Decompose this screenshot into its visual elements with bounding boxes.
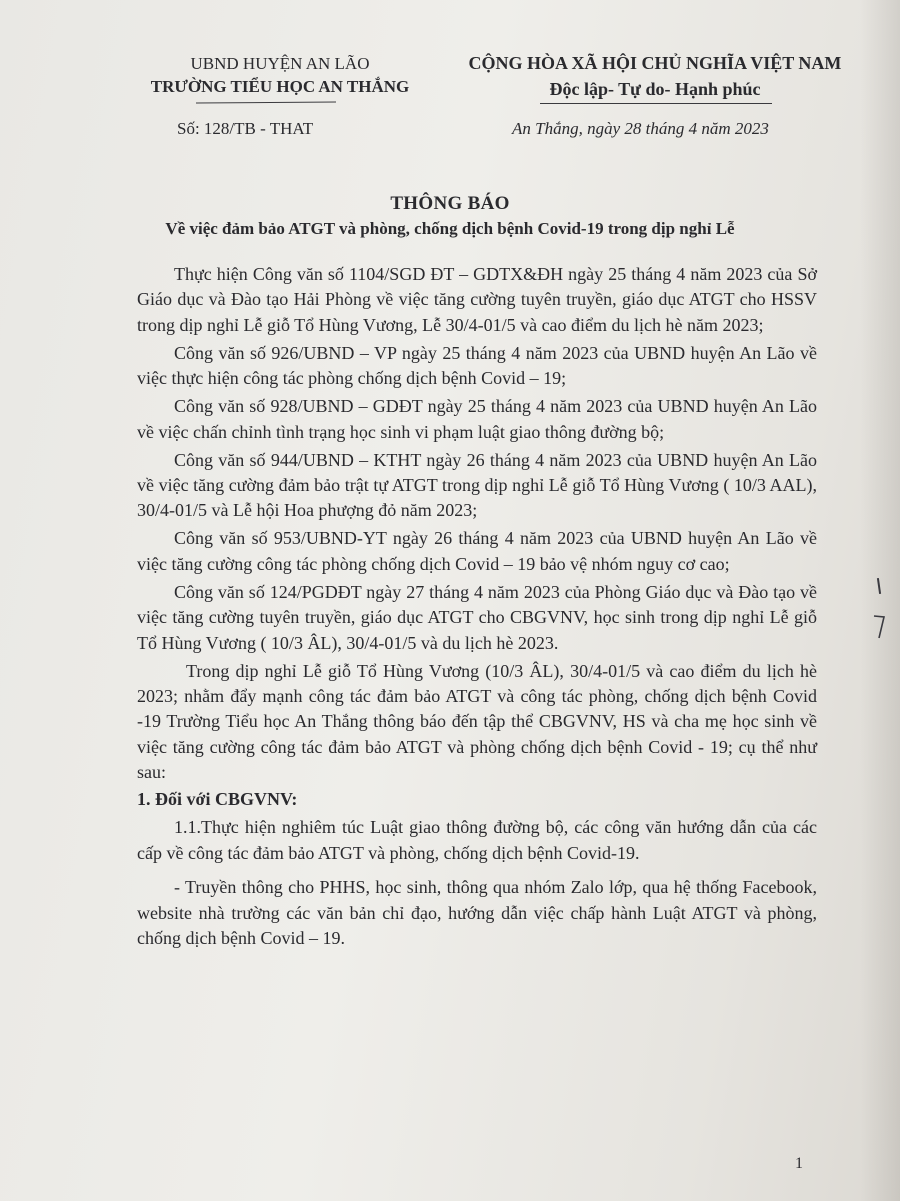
document-body xyxy=(137,262,817,954)
document-number: Số: 128/TB - THAT xyxy=(177,119,314,138)
paragraph: Trong dịp nghỉ Lễ giỗ Tổ Hùng Vương (10/3 ÂL), 30/4-01/5 và cao điểm du lịch hè 2023; nhằm đẩy mạnh công tác đảm bảo ATGT và công tác phòng, chống dịch bệnh Covid -19 Trường Tiểu học An Thắng thông báo đến tập thể CBGVNV, HS và cha mẹ học sinh về việc tăng cường công tác đảm bảo ATGT và phòng chống dịch bệnh Covid - 19; cụ thể như sau: xyxy=(137,660,817,783)
organization-header xyxy=(130,52,430,98)
page-number: 1 xyxy=(795,1155,803,1172)
list-item: - Truyền thông cho PHHS, học sinh, thông qua nhóm Zalo lớp, qua hệ thống Facebook, website nhà trường các văn bản chỉ đạo, hướng dẫn việc chấp hành Luật ATGT và phòng, chống dịch bệnh Covid – 19. xyxy=(137,877,817,948)
paragraph: Công văn số 124/PGDĐT ngày 27 tháng 4 năm 2023 của Phòng Giáo dục và Đào tạo về việc tăng cường tuyên truyền, giáo dục ATGT cho CBGVNV, học sinh trong dịp nghỉ Lễ giỗ Tổ Hùng Vương ( 10/3 ÂL), 30/4-01/5 và du lịch hè 2023. xyxy=(137,581,817,653)
nation-line-2: Độc lập- Tự do- Hạnh phúc xyxy=(549,79,761,99)
document-subtitle: Về việc đảm bảo ATGT và phòng, chống dịch bệnh Covid-19 trong dịp nghỉ Lễ xyxy=(165,219,735,238)
margin-mark xyxy=(872,612,888,642)
document-title: THÔNG BÁO xyxy=(390,193,510,214)
paragraph: Công văn số 926/UBND – VP ngày 25 tháng 4 năm 2023 của UBND huyện An Lão về việc thực hiện công tác phòng chống dịch bệnh Covid – 19; xyxy=(137,342,817,389)
paragraph: Công văn số 928/UBND – GDĐT ngày 25 tháng 4 năm 2023 của UBND huyện An Lão về việc chấn chỉnh tình trạng học sinh vi phạm luật giao thông đường bộ; xyxy=(137,396,817,442)
org-line-1: UBND HUYỆN AN LÃO xyxy=(190,54,370,73)
list-item: 1.1.Thực hiện nghiêm túc Luật giao thông đường bộ, các công văn hướng dẫn của các cấp về công tác đảm bảo ATGT và phòng, chống dịch bệnh Covid-19. xyxy=(137,817,817,863)
motto-underline xyxy=(540,103,772,104)
nation-line-1: CỘNG HÒA XÃ HỘI CHỦ NGHĨA VIỆT NAM xyxy=(468,53,842,73)
paragraph: Công văn số 953/UBND-YT ngày 26 tháng 4 năm 2023 của UBND huyện An Lão về việc tăng cường công tác phòng chống dịch Covid – 19 bảo vệ nhóm nguy cơ cao; xyxy=(137,528,817,574)
org-underline xyxy=(196,102,336,104)
section-heading: 1. Đối với CBGVNV: xyxy=(137,789,298,810)
document-date: An Thắng, ngày 28 tháng 4 năm 2023 xyxy=(512,119,769,138)
org-line-2: TRƯỜNG TIỂU HỌC AN THẮNG xyxy=(150,77,410,96)
paragraph: Công văn số 944/UBND – KTHT ngày 26 tháng 4 năm 2023 của UBND huyện An Lão về việc tăng cường đảm bảo trật tự ATGT trong dịp nghỉ Lễ giỗ Tổ Hùng Vương ( 10/3 AAL), 30/4-01/5 và Lễ hội Hoa phượng đỏ năm 2023; xyxy=(137,449,817,521)
national-header xyxy=(440,50,870,102)
paragraph: Thực hiện Công văn số 1104/SGD ĐT – GDTX&ĐH ngày 25 tháng 4 năm 2023 của Sở Giáo dục và Đào tạo Hải Phòng về việc tăng cường tuyên truyền, giáo dục ATGT cho HSSV trong dịp nghỉ Lễ giỗ Tổ Hùng Vương, Lễ 30/4-01/5 và cao điểm du lịch hè năm 2023; xyxy=(137,264,817,335)
page-shadow xyxy=(860,0,900,1201)
